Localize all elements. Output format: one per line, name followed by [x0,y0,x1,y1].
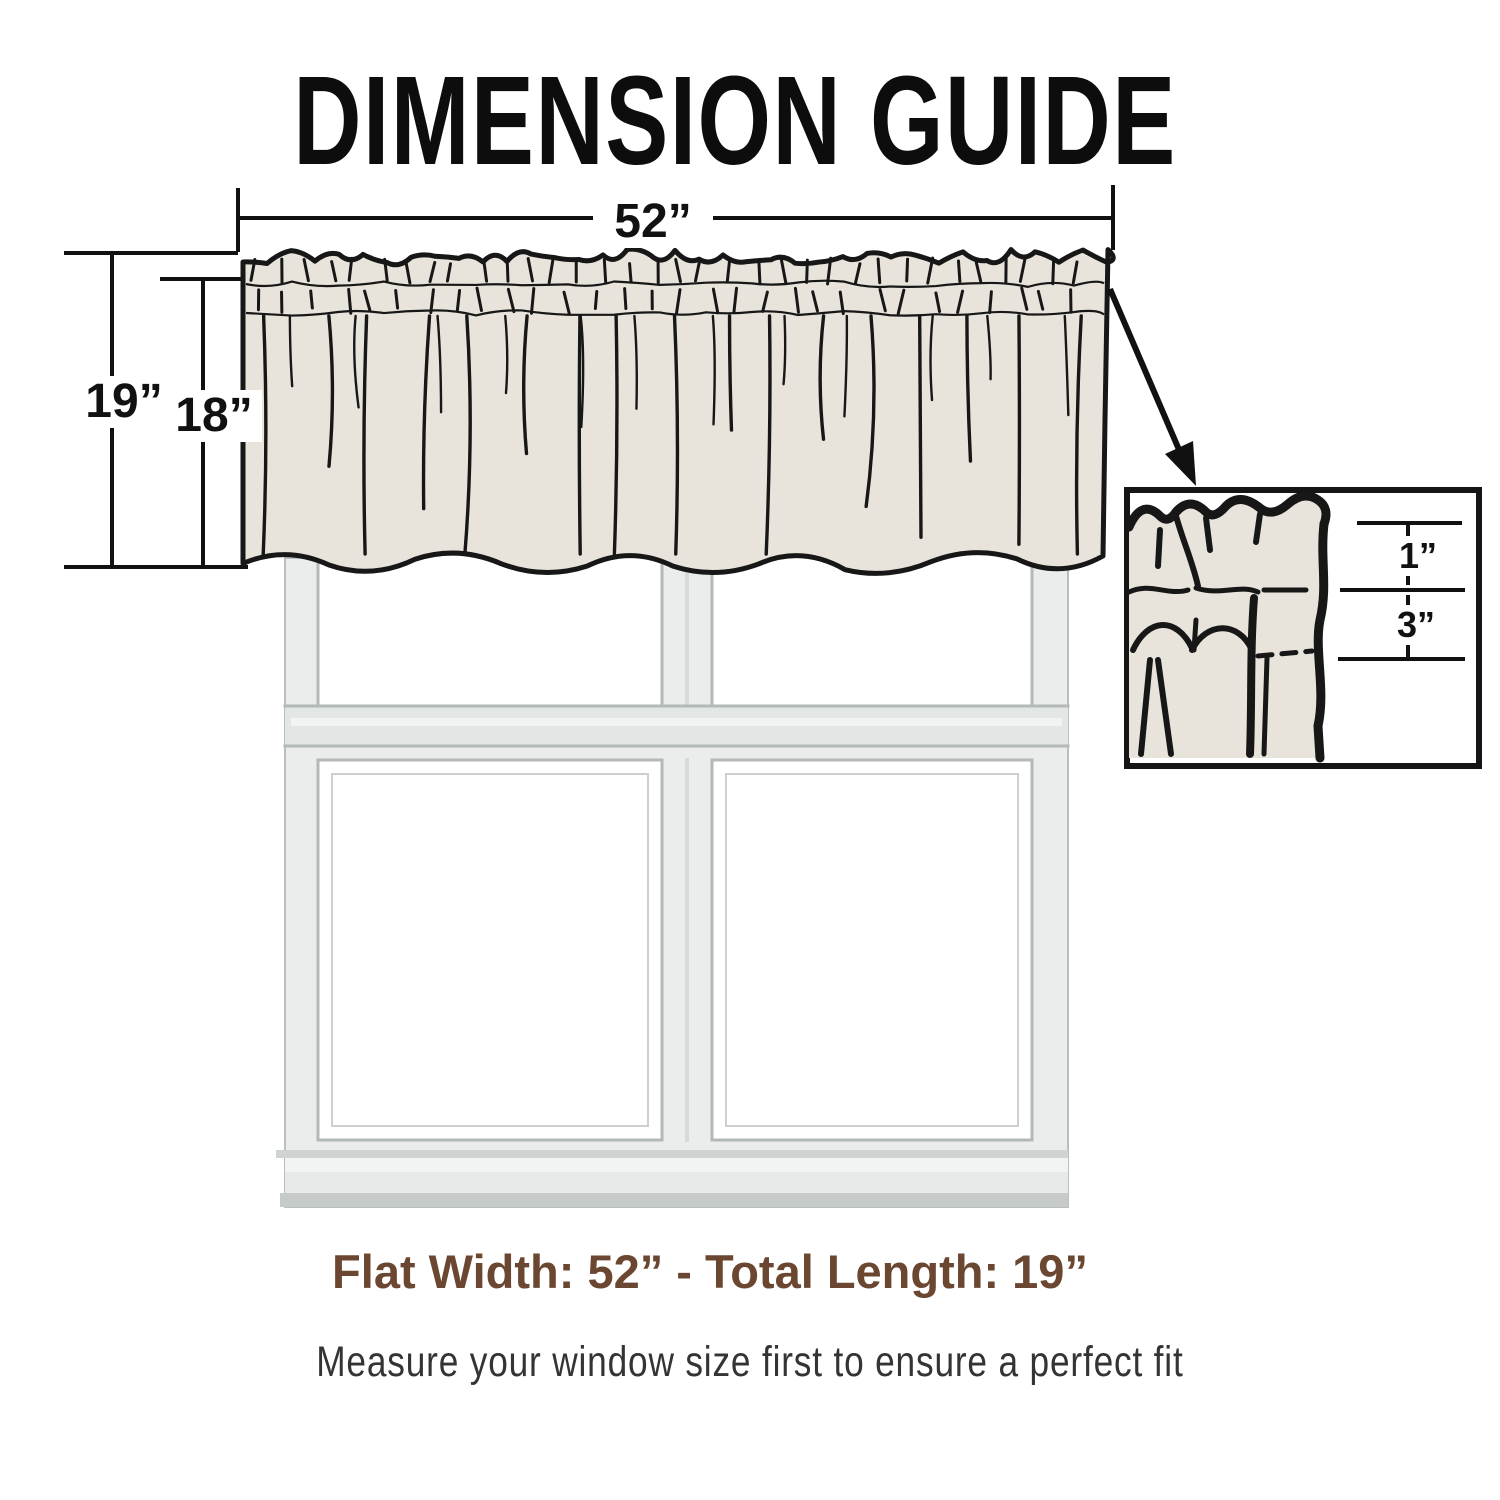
rod-pocket-dimension-label: 3” [1386,605,1446,645]
size-summary-text: Flat Width: 52” - Total Length: 19” [332,1245,1088,1298]
measure-note-label: Measure your window size first to ensure a perfect fit [316,1338,1184,1386]
page-title: DIMENSION GUIDE [293,50,1177,191]
zoom-arrow [1110,289,1196,486]
curtain-length-dimension-label: 18” [166,390,262,442]
flat-width-dimension-label: 52” [593,196,713,248]
window-illustration [276,552,1068,1207]
inset-fabric-drawing [1129,496,1326,758]
measure-note-text [0,1338,1500,1387]
valance-illustration [243,249,1113,573]
total-length-dimension-label: 19” [76,376,172,428]
header-height-dimension-label: 1” [1388,536,1448,576]
